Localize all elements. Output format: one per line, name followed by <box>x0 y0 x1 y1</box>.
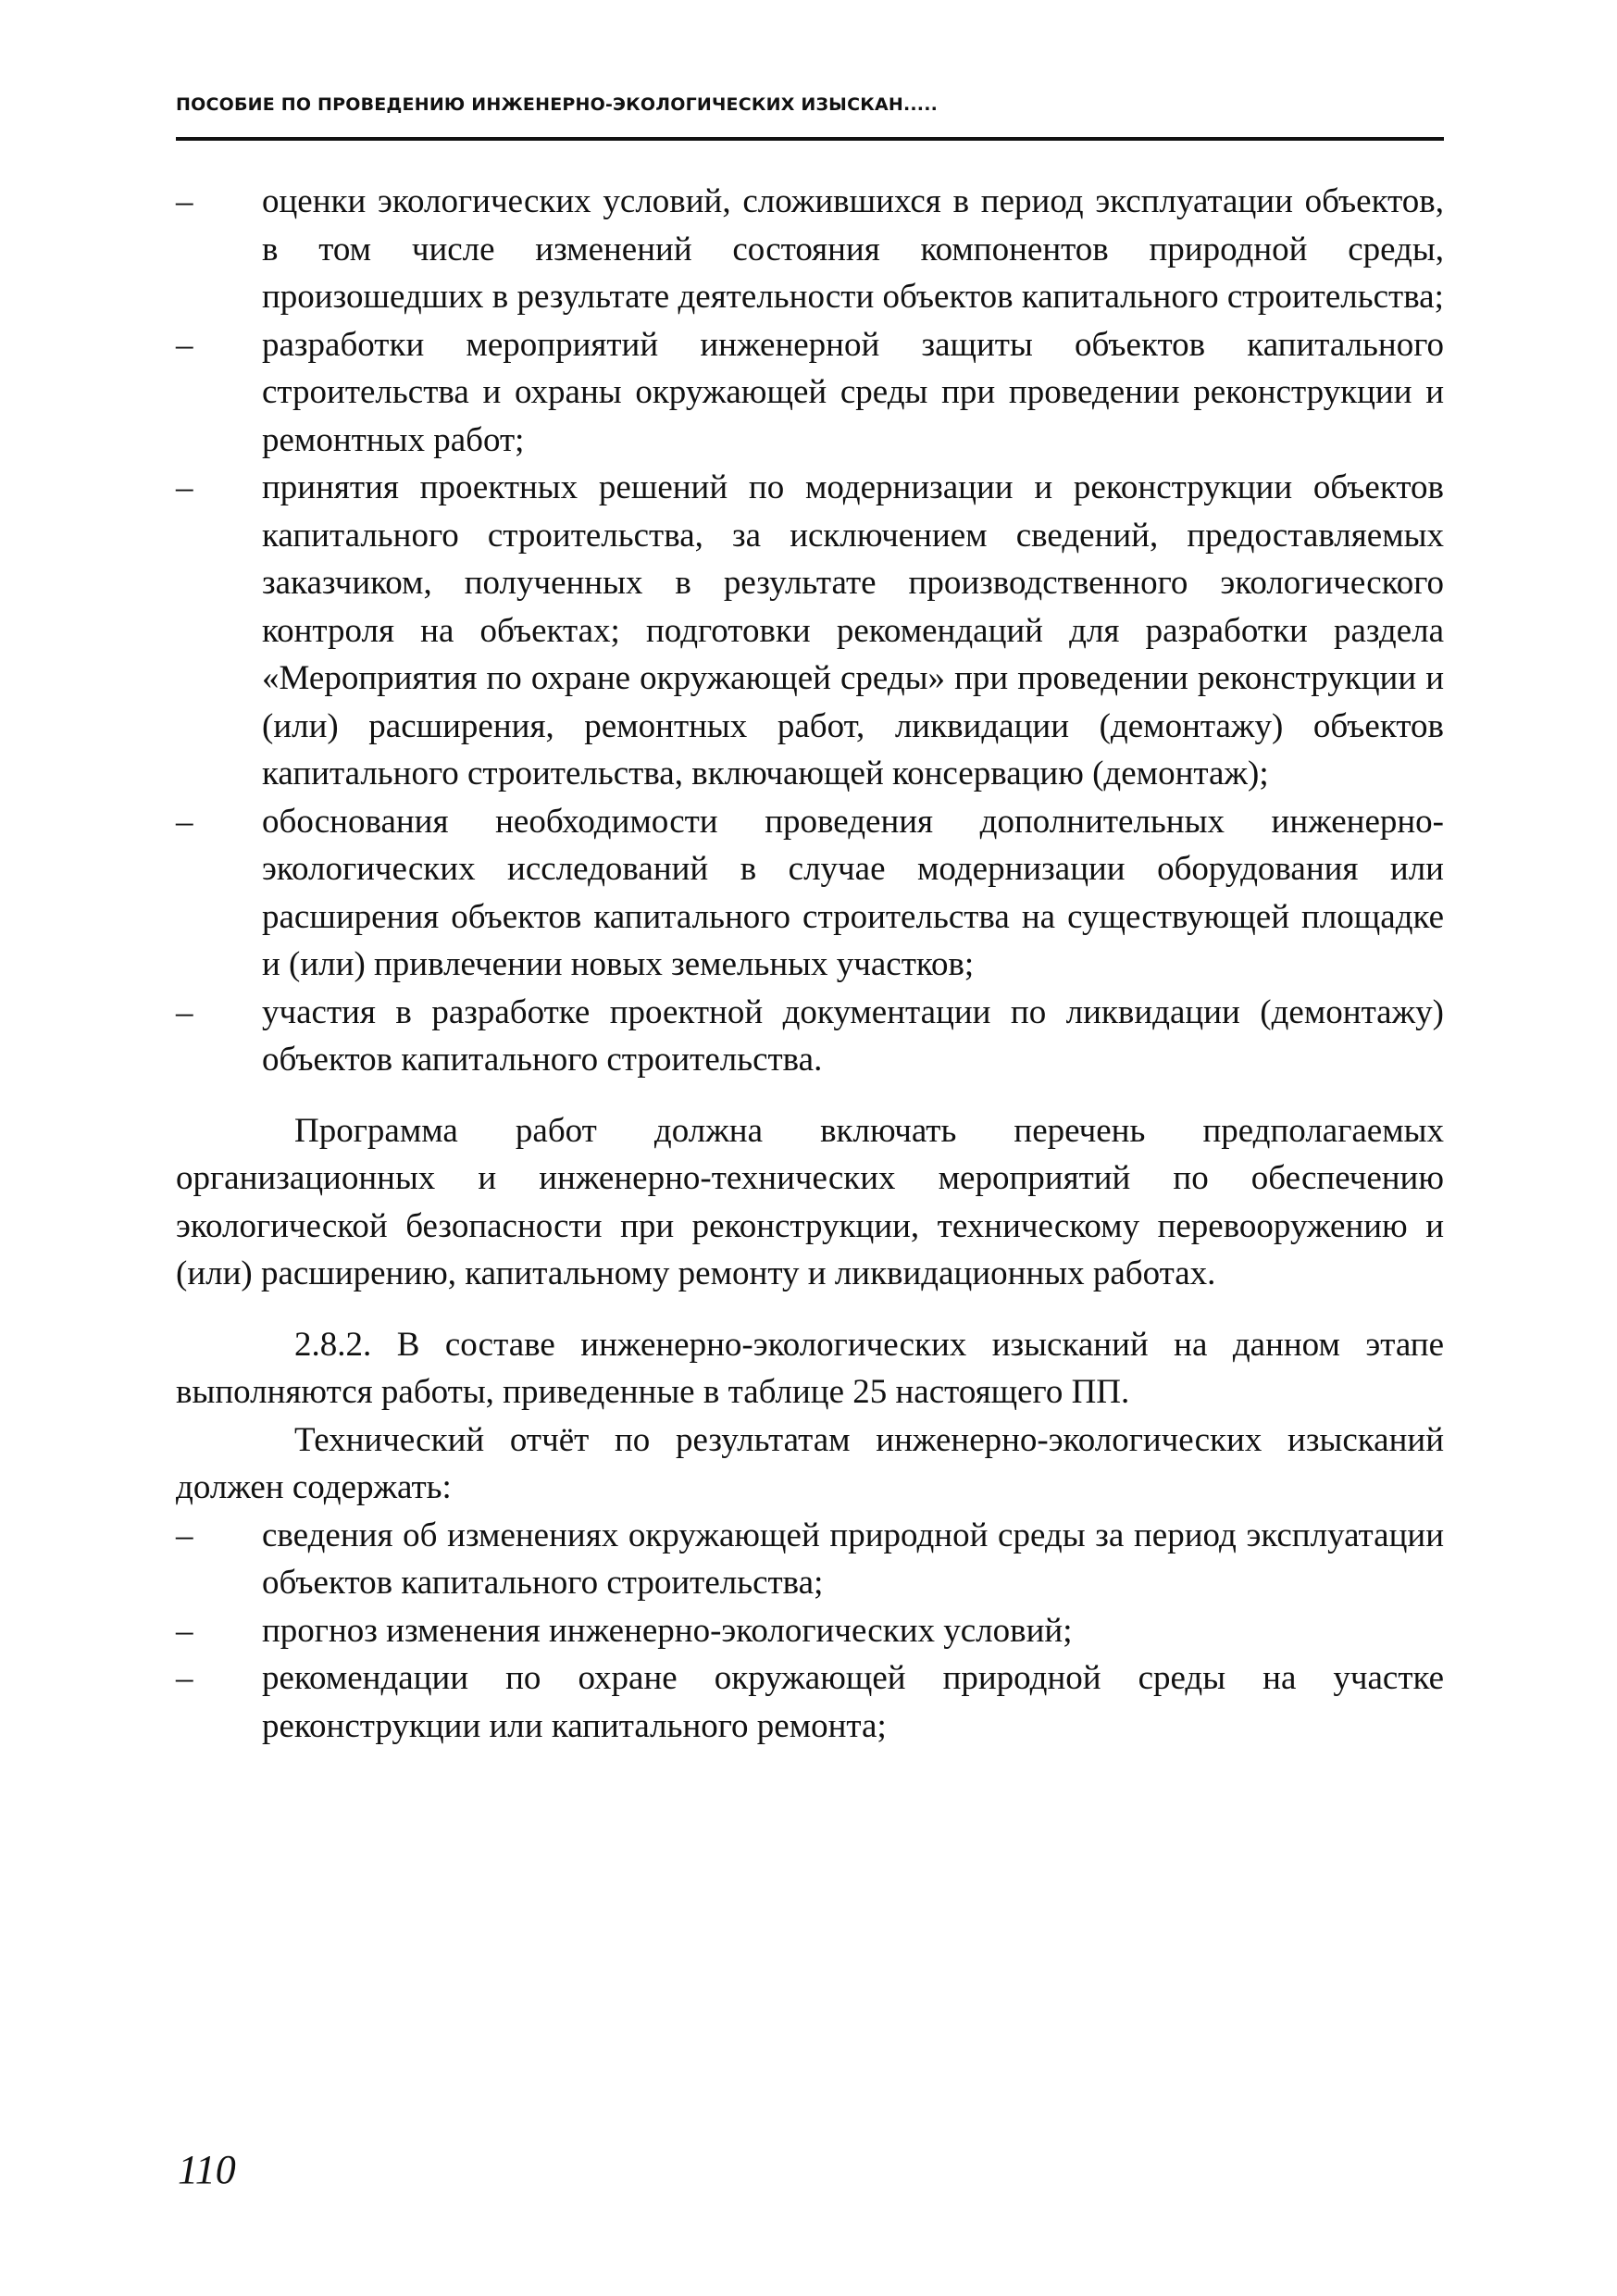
body-text <box>176 178 1444 1750</box>
list-item <box>176 178 1444 321</box>
dash-marker: – <box>176 325 193 364</box>
dash-marker: – <box>176 1659 193 1697</box>
list-item-text: рекомендации по охране окружающей природной среды на участке реконструкции или капитального ремонта; <box>262 1659 1444 1745</box>
list-item-text: участия в разработке проектной документации по ликвидации (демонтажу) объектов капитального строительства. <box>262 992 1444 1079</box>
dash-marker: – <box>176 468 193 506</box>
bullet-list-2 <box>176 1512 1444 1751</box>
report-paragraph: Технический отчёт по результатам инженерно-экологических изысканий должен содержать: <box>176 1420 1444 1506</box>
list-item-text: обоснования необходимости проведения дополнительных инженерно-экологических исследований в случае модернизации оборудования или расширения объектов капитального строительства на существующей площадке и (или) привлечении новых земельных участков; <box>262 802 1444 983</box>
document-page <box>176 0 1444 2296</box>
dash-marker: – <box>176 992 193 1031</box>
list-item-text: оценки экологических условий, сложившихся в период эксплуатации объектов, в том числе изменений состояния компонентов природной среды, произошедших в результате деятельности объектов капитального строительства; <box>262 182 1444 316</box>
page-number: 110 <box>178 2147 236 2192</box>
list-item <box>176 1512 1444 1607</box>
list-item <box>176 1654 1444 1750</box>
dash-marker: – <box>176 1516 193 1554</box>
list-item-text: принятия проектных решений по модернизации и реконструкции объектов капитального строительства, за исключением сведений, предоставляемых заказчиком, полученных в результате производственного экологического контроля на объектах; подготовки рекомендаций для разработки раздела «Мероприятия по охране окружающей среды» при проведении реконструкции и (или) расширения, ремонтных работ, ликвидации (демонтажу) объектов капитального строительства, включающей консервацию (демонтаж); <box>262 468 1444 792</box>
header-divider <box>176 137 1444 141</box>
list-item <box>176 989 1444 1084</box>
list-item <box>176 464 1444 798</box>
dash-marker: – <box>176 182 193 220</box>
list-item-text: сведения об изменениях окружающей природной среды за период эксплуатации объектов капитального строительства; <box>262 1516 1444 1602</box>
list-item <box>176 321 1444 465</box>
list-item-text: разработки мероприятий инженерной защиты объектов капитального строительства и охраны окружающей среды при проведении реконструкции и ремонтных работ; <box>262 325 1444 459</box>
section-2-8-2-paragraph: 2.8.2. В составе инженерно-экологических изысканий на данном этапе выполняются работы, приведенные в таблице 25 настоящего ПП. <box>176 1325 1444 1411</box>
list-item <box>176 798 1444 989</box>
list-item <box>176 1607 1444 1655</box>
program-paragraph: Программа работ должна включать перечень предполагаемых организационных и инженерно-технических мероприятий по обеспечению экологической безопасности при реконструкции, техническому перевооружению и (или) расширению, капитальному ремонту и ликвидационных работах. <box>176 1111 1444 1292</box>
dash-marker: – <box>176 802 193 841</box>
bullet-list-1 <box>176 178 1444 1084</box>
running-header: ПОСОБИЕ ПО ПРОВЕДЕНИЮ ИНЖЕНЕРНО-ЭКОЛОГИЧЕСКИХ ИЗЫСКАН..... <box>176 94 939 115</box>
list-item-text: прогноз изменения инженерно-экологических условий; <box>262 1611 1073 1650</box>
dash-marker: – <box>176 1611 193 1650</box>
